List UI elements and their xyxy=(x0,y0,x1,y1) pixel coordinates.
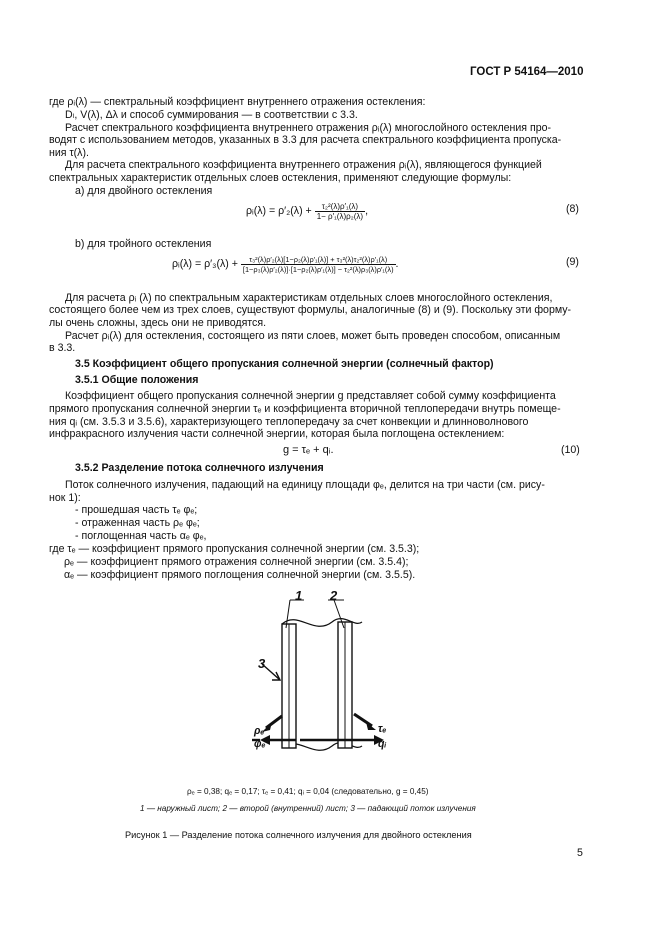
text-line: b) для тройного остекления xyxy=(75,238,212,250)
equation-9-number: (9) xyxy=(566,256,579,268)
text-line: инфракрасного излучения части солнечной энергии, которая была поглощена остеклением: xyxy=(49,428,505,440)
page-number: 5 xyxy=(577,847,583,859)
label-tau: τₑ xyxy=(378,723,387,735)
equation-8-number: (8) xyxy=(566,203,579,215)
equation-8-tail: , xyxy=(365,205,369,217)
transmitted-arrow-head xyxy=(366,722,376,730)
text-line: ния τ(λ). xyxy=(49,147,89,159)
list-item: - поглощенная часть αₑ φₑ, xyxy=(75,530,207,542)
text-line: Расчет ρᵢ(λ) для остекления, состоящего из пяти слоев, может быть проведен способом, описанным xyxy=(65,330,561,342)
text-line: Коэффициент общего пропускания солнечной энергии g представляет собой сумму коэффициента xyxy=(65,390,556,402)
text-line: Поток солнечного излучения, падающий на единицу площади φₑ, делится на три части (см. рису- xyxy=(65,479,545,491)
text-line: нок 1): xyxy=(49,492,81,504)
section-heading-3-5-2: 3.5.2 Разделение потока солнечного излучения xyxy=(75,462,324,474)
equation-8-numerator: τ₂²(λ)ρ′₁(λ) xyxy=(315,202,365,212)
callout-3: 3 xyxy=(258,656,266,671)
text-line: где ρᵢ(λ) — спектральный коэффициент внутреннего отражения остекления: xyxy=(49,96,426,108)
text-line: лы очень сложны, здесь они не приводятся. xyxy=(49,317,267,329)
text-line: прямого пропускания солнечной энергии τₑ и коэффициента вторичной теплопередачи внутрь помеще- xyxy=(49,403,561,415)
text-line: где τₑ — коэффициент прямого пропускания солнечной энергии (см. 3.5.3); xyxy=(49,543,420,555)
text-line: ния qᵢ (см. 3.5.3 и 3.5.6), характеризующего теплопередачу за счет конвекции и длинноволнового xyxy=(49,416,529,428)
equation-9-fraction xyxy=(241,255,396,274)
text-line: Расчет спектрального коэффициента внутреннего отражения ρᵢ(λ) многослойного остекления про- xyxy=(65,122,552,134)
label-rho: ρₑ xyxy=(254,725,265,737)
text-line: αₑ — коэффициент прямого поглощения солнечной энергии (см. 3.5.5). xyxy=(64,569,416,581)
document-code: ГОСТ Р 54164—2010 xyxy=(470,66,584,78)
equation-9-lhs: ρᵢ(λ) = ρ′₃(λ) + xyxy=(172,258,238,270)
text-line: водят с использованием методов, указанных в 3.3 для расчета спектрального коэффициента пропуска- xyxy=(49,134,562,146)
list-item: - отраженная часть ρₑ φₑ; xyxy=(75,517,200,529)
figure-caption: Рисунок 1 — Разделение потока солнечного излучения для двойного остекления xyxy=(125,830,472,840)
section-heading-3-5: 3.5 Коэффициент общего пропускания солнечной энергии (солнечный фактор) xyxy=(75,358,494,370)
equation-8 xyxy=(246,201,368,221)
equation-10-number: (10) xyxy=(561,444,580,456)
equation-9-tail: . xyxy=(395,258,399,270)
text-line: состоящего более чем из трех слоев, существуют формулы, аналогичные (8) и (9). Поскольку эти форму- xyxy=(49,304,572,316)
equation-8-lhs: ρᵢ(λ) = ρ′₂(λ) + xyxy=(246,205,312,217)
equation-9-denominator: [1−ρ₃(λ)ρ′₂(λ)]·[1−ρ₂(λ)ρ′₁(λ)] − τ₂²(λ)ρ₃(λ)ρ′₁(λ) xyxy=(242,264,394,274)
text-line: Для расчета спектрального коэффициента внутреннего отражения ρᵢ(λ), являющегося функцией xyxy=(65,159,542,171)
section-heading-3-5-1: 3.5.1 Общие положения xyxy=(75,374,199,386)
transmitted-arrow xyxy=(354,714,372,726)
text-line: Для расчета ρᵢ (λ) по спектральным характеристикам отдельных слоев многослойного остекления, xyxy=(65,292,553,304)
equation-9-numerator: τ₃²(λ)ρ′₂(λ)[1−ρ₂(λ)ρ′₁(λ)] + τ₃²(λ)τ₂²(λ)ρ′₁(λ) xyxy=(241,255,396,265)
callout-1: 1 xyxy=(295,588,303,603)
text-line: ρₑ — коэффициент прямого отражения солнечной энергии (см. 3.5.4); xyxy=(64,556,409,568)
text-line: a) для двойного остекления xyxy=(75,185,213,197)
text-line: Dₗ, V(λ), Δλ и способ суммирования — в соответствии с 3.3. xyxy=(65,109,358,121)
equation-10: g = τₑ + qᵢ. xyxy=(283,444,334,456)
equation-9 xyxy=(172,254,399,274)
figure-values: ρₑ = 0,38; qₑ = 0,17; τₑ = 0,41; qᵢ = 0,04 (следовательно, g = 0,45) xyxy=(187,787,429,796)
label-phi: φₑ xyxy=(254,738,266,750)
list-item: - прошедшая часть τₑ φₑ; xyxy=(75,504,198,516)
figure-legend: 1 — наружный лист; 2 — второй (внутренний) лист; 3 — падающий поток излучения xyxy=(140,804,476,813)
equation-8-denominator: 1− ρ′₁(λ)ρ₂(λ) xyxy=(316,211,364,221)
text-line: спектральных характеристик отдельных слоев остекления, применяют следующие формулы: xyxy=(49,172,512,184)
equation-8-fraction xyxy=(315,202,365,221)
text-line: в 3.3. xyxy=(49,342,76,354)
label-qi: qᵢ xyxy=(378,738,387,750)
callout-2: 2 xyxy=(330,588,338,603)
